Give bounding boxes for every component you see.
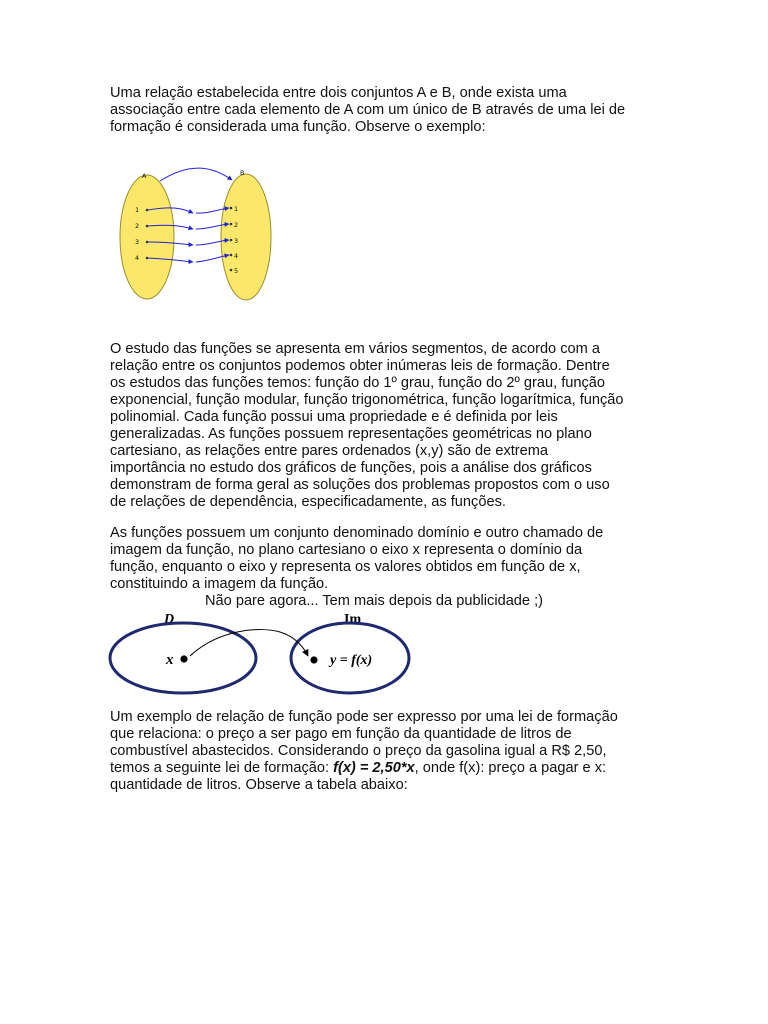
set-b-dot <box>230 269 233 272</box>
set-a-element: 4 <box>135 254 140 262</box>
set-b-element: 1 <box>234 205 239 213</box>
text-line: de relações de dependência, especificadamente, as funções. <box>110 494 506 510</box>
set-b-ellipse <box>221 174 271 300</box>
text-line: O estudo das funções se apresenta em vários segmentos, de acordo com a <box>110 341 600 357</box>
set-b-element: 2 <box>234 221 239 229</box>
text-line: relação entre os conjuntos podemos obter inúmeras leis de formação. Dentre <box>110 358 610 374</box>
text-line: generalizadas. As funções possuem representações geométricas no plano <box>110 426 592 442</box>
set-b-dot <box>230 207 233 210</box>
set-a-ellipse <box>120 175 174 299</box>
text-line <box>110 760 670 777</box>
text-line: importância no estudo dos gráficos de funções, pois a análise dos gráficos <box>110 460 592 476</box>
domain-label: D <box>164 612 175 627</box>
set-b-element: 5 <box>234 267 239 275</box>
image-label: Im <box>344 612 362 627</box>
text-line: constituindo a imagem da função. <box>110 576 329 592</box>
text-line: demonstram de forma geral as soluções dos problemas propostos com o uso <box>110 477 610 493</box>
text-fragment: , onde f(x): preço a pagar e x: <box>414 760 607 776</box>
text-line: os estudos das funções temos: função do 1º grau, função do 2º grau, função <box>110 375 606 391</box>
function-mapping-diagram <box>110 162 270 308</box>
formula: f(x) = 2,50*x <box>333 760 415 776</box>
text-line: formação é considerada uma função. Observe o exemplo: <box>110 119 486 135</box>
set-b-label: B <box>240 169 245 177</box>
text-line: cartesiano, as relações entre pares ordenados (x,y) são de extrema <box>110 443 549 459</box>
set-a-element: 1 <box>135 206 140 214</box>
set-a-label: A <box>142 172 147 180</box>
set-b-dot <box>230 223 233 226</box>
top-arc-arrow <box>160 168 232 181</box>
text-fragment: temos a seguinte lei de formação: <box>110 760 334 776</box>
text-line: função, enquanto o eixo y representa os valores obtidos em função de x, <box>110 559 581 575</box>
text-line: quantidade de litros. Observe a tabela abaixo: <box>110 777 408 793</box>
intro-paragraph <box>110 85 670 136</box>
text-line: As funções possuem um conjunto denominado domínio e outro chamado de <box>110 525 604 541</box>
x-label: x <box>166 652 174 668</box>
text-line: polinomial. Cada função possui uma propriedade e é definida por leis <box>110 409 558 425</box>
set-a-dot <box>146 241 149 244</box>
example-paragraph <box>110 709 670 794</box>
text-line: Um exemplo de relação de função pode ser expresso por uma lei de formação <box>110 709 618 725</box>
x-point <box>180 655 187 662</box>
ad-notice: Não pare agora... Tem mais depois da publicidade ;) <box>205 593 544 609</box>
text-line: exponencial, função modular, função trigonométrica, função logarítmica, função <box>110 392 624 408</box>
domain-image-paragraph <box>110 525 670 593</box>
set-b-dot <box>230 254 233 257</box>
text-line: que relaciona: o preço a ser pago em função da quantidade de litros de <box>110 726 572 742</box>
y-point <box>310 656 317 663</box>
text-line: associação entre cada elemento de A com um único de B através de uma lei de <box>110 102 626 118</box>
domain-image-diagram <box>108 608 412 700</box>
set-a-dot <box>146 257 149 260</box>
set-a-element: 3 <box>135 238 140 246</box>
set-b-dot <box>230 239 233 242</box>
text-line: imagem da função, no plano cartesiano o eixo x representa o domínio da <box>110 542 583 558</box>
text-line: Uma relação estabelecida entre dois conjuntos A e B, onde exista uma <box>110 85 567 101</box>
y-label: y = f(x) <box>330 653 373 668</box>
set-b-element: 3 <box>234 237 239 245</box>
set-a-dot <box>146 225 149 228</box>
functions-study-paragraph <box>110 341 670 511</box>
set-b-element: 4 <box>234 252 239 260</box>
set-a-element: 2 <box>135 222 140 230</box>
set-a-dot <box>146 209 149 212</box>
text-line: combustível abastecidos. Considerando o preço da gasolina igual a R$ 2,50, <box>110 743 607 759</box>
